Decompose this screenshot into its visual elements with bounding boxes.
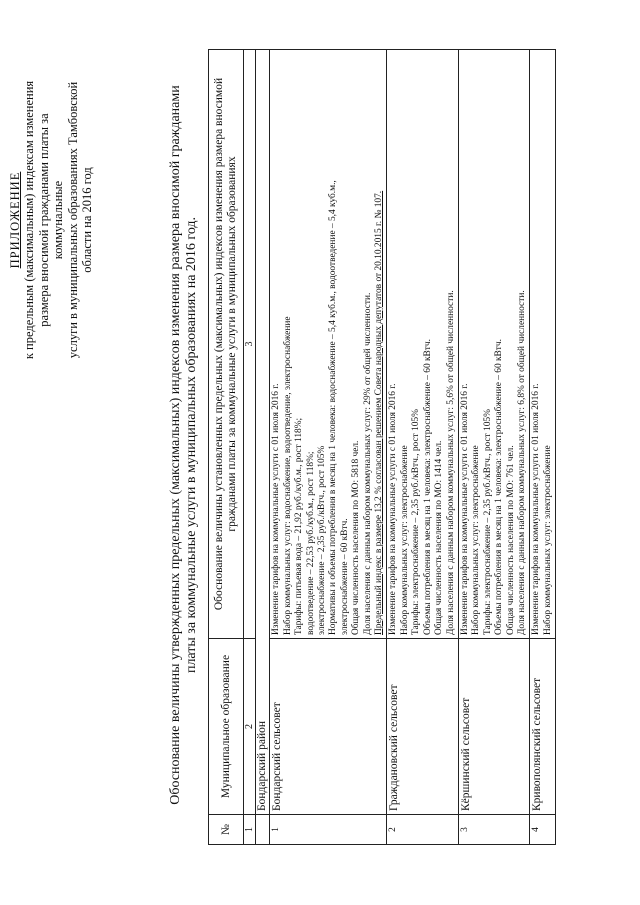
text-line: Объемы потребления в месяц на 1 человека: электроснабжение – 60 кВтч. xyxy=(494,339,505,635)
justification-text xyxy=(458,50,529,639)
appendix-line: к предельным (максимальным) индексам изменения xyxy=(22,80,37,360)
text-line: Изменение тарифов на коммунальные услуги с 01 июля 2016 г. xyxy=(271,383,282,635)
municipality-name: Граждановский сельсовет xyxy=(387,639,458,815)
row-number: 4 xyxy=(530,815,556,845)
column-number: 3 xyxy=(244,50,256,639)
header-num: № xyxy=(209,815,244,845)
municipality-name: Бондарский сельсовет xyxy=(270,639,387,815)
municipality-name: Кривополянский сельсовет xyxy=(530,639,556,815)
text-line: Набор коммунальных услуг: электроснабжение xyxy=(542,445,553,635)
text-line: Доля населения с данным набором коммунальных услуг: 29% от общей численности. xyxy=(362,292,373,635)
column-number: 1 xyxy=(244,815,256,845)
appendix-header: ПРИЛОЖЕНИЕ xyxy=(8,171,22,269)
text-line: Набор коммунальных услуг: водоснабжение, водоотведение, электроснабжение xyxy=(282,316,293,635)
region-row xyxy=(256,50,270,845)
row-number: 3 xyxy=(458,815,529,845)
justification-text xyxy=(387,50,458,639)
justification-text xyxy=(270,50,387,639)
text-line: Изменение тарифов на коммунальные услуги с 01 июля 2016 г. xyxy=(388,383,399,635)
row-number: 2 xyxy=(387,815,458,845)
document-title xyxy=(168,65,200,825)
text-line: водоотведение – 22,53 руб./куб.м., рост 118%; xyxy=(305,451,316,635)
region-name: Бондарский район xyxy=(256,50,270,815)
text-line: Набор коммунальных услуг: электроснабжение xyxy=(471,445,482,635)
text-line: электроснабжение – 60 кВтч. xyxy=(339,518,350,635)
appendix-line: размера вносимой гражданами платы за коммунальные xyxy=(36,113,66,327)
text-line: электроснабжение – 2,35 руб./кВтч., рост 105% xyxy=(317,445,328,635)
appendix-line: услуги в муниципальных образованиях Тамбовской xyxy=(65,81,80,359)
text-line: Изменение тарифов на коммунальные услуги с 01 июля 2016 г. xyxy=(459,383,470,635)
text-line: Общая численность населения по МО: 1414 чел. xyxy=(434,440,445,635)
justification-table xyxy=(208,49,556,845)
text-line: Нормативы и объемы потребления в месяц на 1 человека: водоснабжение – 5,4 куб.м., водоотведение – 5,4 куб.м., xyxy=(328,180,339,635)
row-number: 1 xyxy=(270,815,387,845)
text-line: Тарифы: электроснабжение – 2,35 руб./кВтч., рост 105% xyxy=(411,409,422,635)
appendix-block xyxy=(8,75,94,365)
table-row xyxy=(458,50,529,845)
header-municipality: Муниципальное образование xyxy=(209,639,244,815)
table-row xyxy=(270,50,387,845)
table-row xyxy=(530,50,556,845)
justification-text xyxy=(530,50,556,639)
table-header-row xyxy=(209,50,244,845)
municipality-name: Кёршинский сельсовет xyxy=(458,639,529,815)
table-row xyxy=(387,50,458,845)
text-line: Тарифы: электроснабжение – 2,35 руб./кВтч., рост 105% xyxy=(482,409,493,635)
title-line: платы за коммунальные услуги в муниципальных образованиях на 2016 год. xyxy=(184,216,199,674)
text-line: Объемы потребления в месяц на 1 человека: электроснабжение – 60 кВтч. xyxy=(422,339,433,635)
text-line: Тарифы: питьевая вода – 21,92 руб./куб.м., рост 118%; xyxy=(294,417,305,635)
text-line: Общая численность населения по МО: 5818 чел. xyxy=(351,440,362,635)
text-line: Доля населения с данным набором коммунальных услуг: 6,8% от общей численности. xyxy=(516,290,527,635)
text-line: Предельный индекс в размере 13,2 % согласован решением Совета народных депутатов от 20.10.2015 г. № 107. xyxy=(374,190,385,635)
text-line: Доля населения с данным набором коммунальных услуг: 5,6% от общей численности. xyxy=(445,290,456,635)
column-number-row xyxy=(244,50,256,845)
text-line: Набор коммунальных услуг: электроснабжение xyxy=(399,445,410,635)
title-line: Обоснование величины утвержденных предельных (максимальных) индексов изменения размера вносимой гражданами xyxy=(168,85,183,805)
header-justification: Обоснование величины установленных предельных (максимальных) индексов изменения размера вносимой гражданами платы за коммунальные услуги в муниципальных образованиях xyxy=(209,50,244,639)
appendix-line: области на 2016 год xyxy=(80,167,95,273)
text-line: Изменение тарифов на коммунальные услуги с 01 июля 2016 г. xyxy=(531,383,542,635)
text-line: Общая численность населения по МО: 761 чел. xyxy=(505,445,516,635)
column-number: 2 xyxy=(244,639,256,815)
